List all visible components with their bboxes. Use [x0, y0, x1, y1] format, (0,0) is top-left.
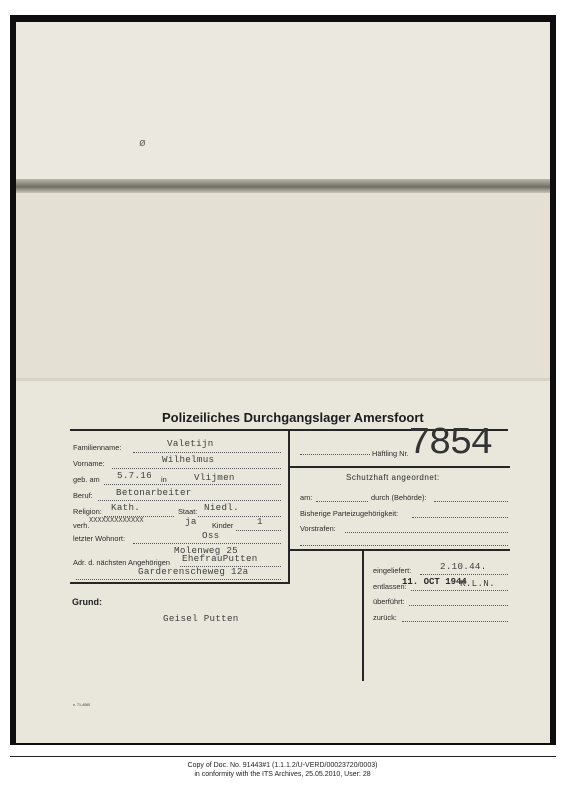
- vorname-label: Vorname:: [73, 459, 105, 468]
- wohnort-label: letzter Wohnort:: [73, 534, 126, 543]
- zurueck-label: zurück:: [373, 613, 397, 622]
- partei-label: Bisherige Parteizugehörigkeit:: [300, 509, 399, 518]
- staat-label: Staat:: [178, 507, 198, 516]
- beruf-label: Beruf:: [73, 491, 93, 500]
- verh-struck-value: XXXXXXXXXXXXX: [89, 517, 144, 525]
- religion-label: Religion:: [73, 507, 102, 516]
- vorstrafen-label: Vorstrafen:: [300, 524, 336, 533]
- schutzhaft-heading: Schutzhaft angeordnet:: [346, 473, 440, 482]
- kinder-label: Kinder: [212, 521, 234, 530]
- familienname-label: Familienname:: [73, 443, 122, 452]
- familienname-value: Valetijn: [167, 438, 214, 449]
- grund-value: Geisel Putten: [163, 613, 239, 624]
- kinder-value: 1: [257, 516, 263, 527]
- paper-middle-section: [16, 193, 550, 378]
- entlassen-stamp: 11. OCT 1944: [402, 577, 467, 587]
- eingeliefert-value: 2.10.44.: [440, 561, 487, 572]
- wohnort-city-value: Oss: [202, 530, 220, 541]
- geb-separator: in: [161, 475, 167, 484]
- durch-label: durch (Behörde):: [371, 493, 427, 502]
- religion-value: Kath.: [111, 502, 141, 513]
- angehoerige-label: Adr. d. nächsten Angehörigen: [73, 558, 170, 567]
- print-code: n. 71-4060: [73, 703, 91, 707]
- left-bottom-rule: [70, 582, 290, 584]
- footer-line-1: Copy of Doc. No. 91443#1 (1.1.1.2/U-VERD/00023720/0003): [187, 762, 378, 769]
- footer-line-2: in conformity with the ITS Archives, 25.05.2010, User: 28: [194, 771, 371, 778]
- geb-label: geb. am: [73, 475, 100, 484]
- paper-top-section: [16, 22, 550, 180]
- right-mid-rule: [290, 549, 510, 551]
- form-center-divider: [288, 429, 290, 583]
- am-label: am:: [300, 493, 313, 502]
- vorname-value: Wilhelmus: [162, 454, 215, 465]
- lower-right-divider: [362, 551, 364, 681]
- verh-label: verh.: [73, 521, 90, 530]
- form-title: Polizeiliches Durchgangslager Amersfoort: [162, 410, 424, 425]
- footer-rule: [10, 756, 556, 757]
- geb-place-value: Vlijmen: [194, 472, 235, 483]
- entlassen-label: entlassen:: [373, 582, 407, 591]
- beruf-value: Betonarbeiter: [116, 487, 192, 498]
- ueberfuehrt-label: überführt:: [373, 597, 405, 606]
- paper-fold-edge: [16, 179, 550, 193]
- ink-blot: ø: [139, 137, 146, 149]
- haeftling-number: 7854: [408, 422, 492, 465]
- staat-value: Niedl.: [204, 502, 239, 513]
- geb-date-value: 5.7.16: [117, 470, 152, 481]
- eingeliefert-label: eingeliefert:: [373, 566, 412, 575]
- verh-value: ja: [185, 516, 197, 527]
- entlassen-destination: K.L.N.: [460, 578, 495, 589]
- haeftling-label: Häftling Nr.: [372, 449, 409, 458]
- wohnort-street-value: Molenweg 25: [174, 545, 238, 556]
- angehoerige-value-1: EhefrauPutten: [182, 553, 258, 564]
- grund-label: Grund:: [72, 597, 102, 607]
- angehoerige-value-2: Garderenscheweg 12a: [138, 566, 249, 577]
- right-header-rule: [290, 466, 510, 468]
